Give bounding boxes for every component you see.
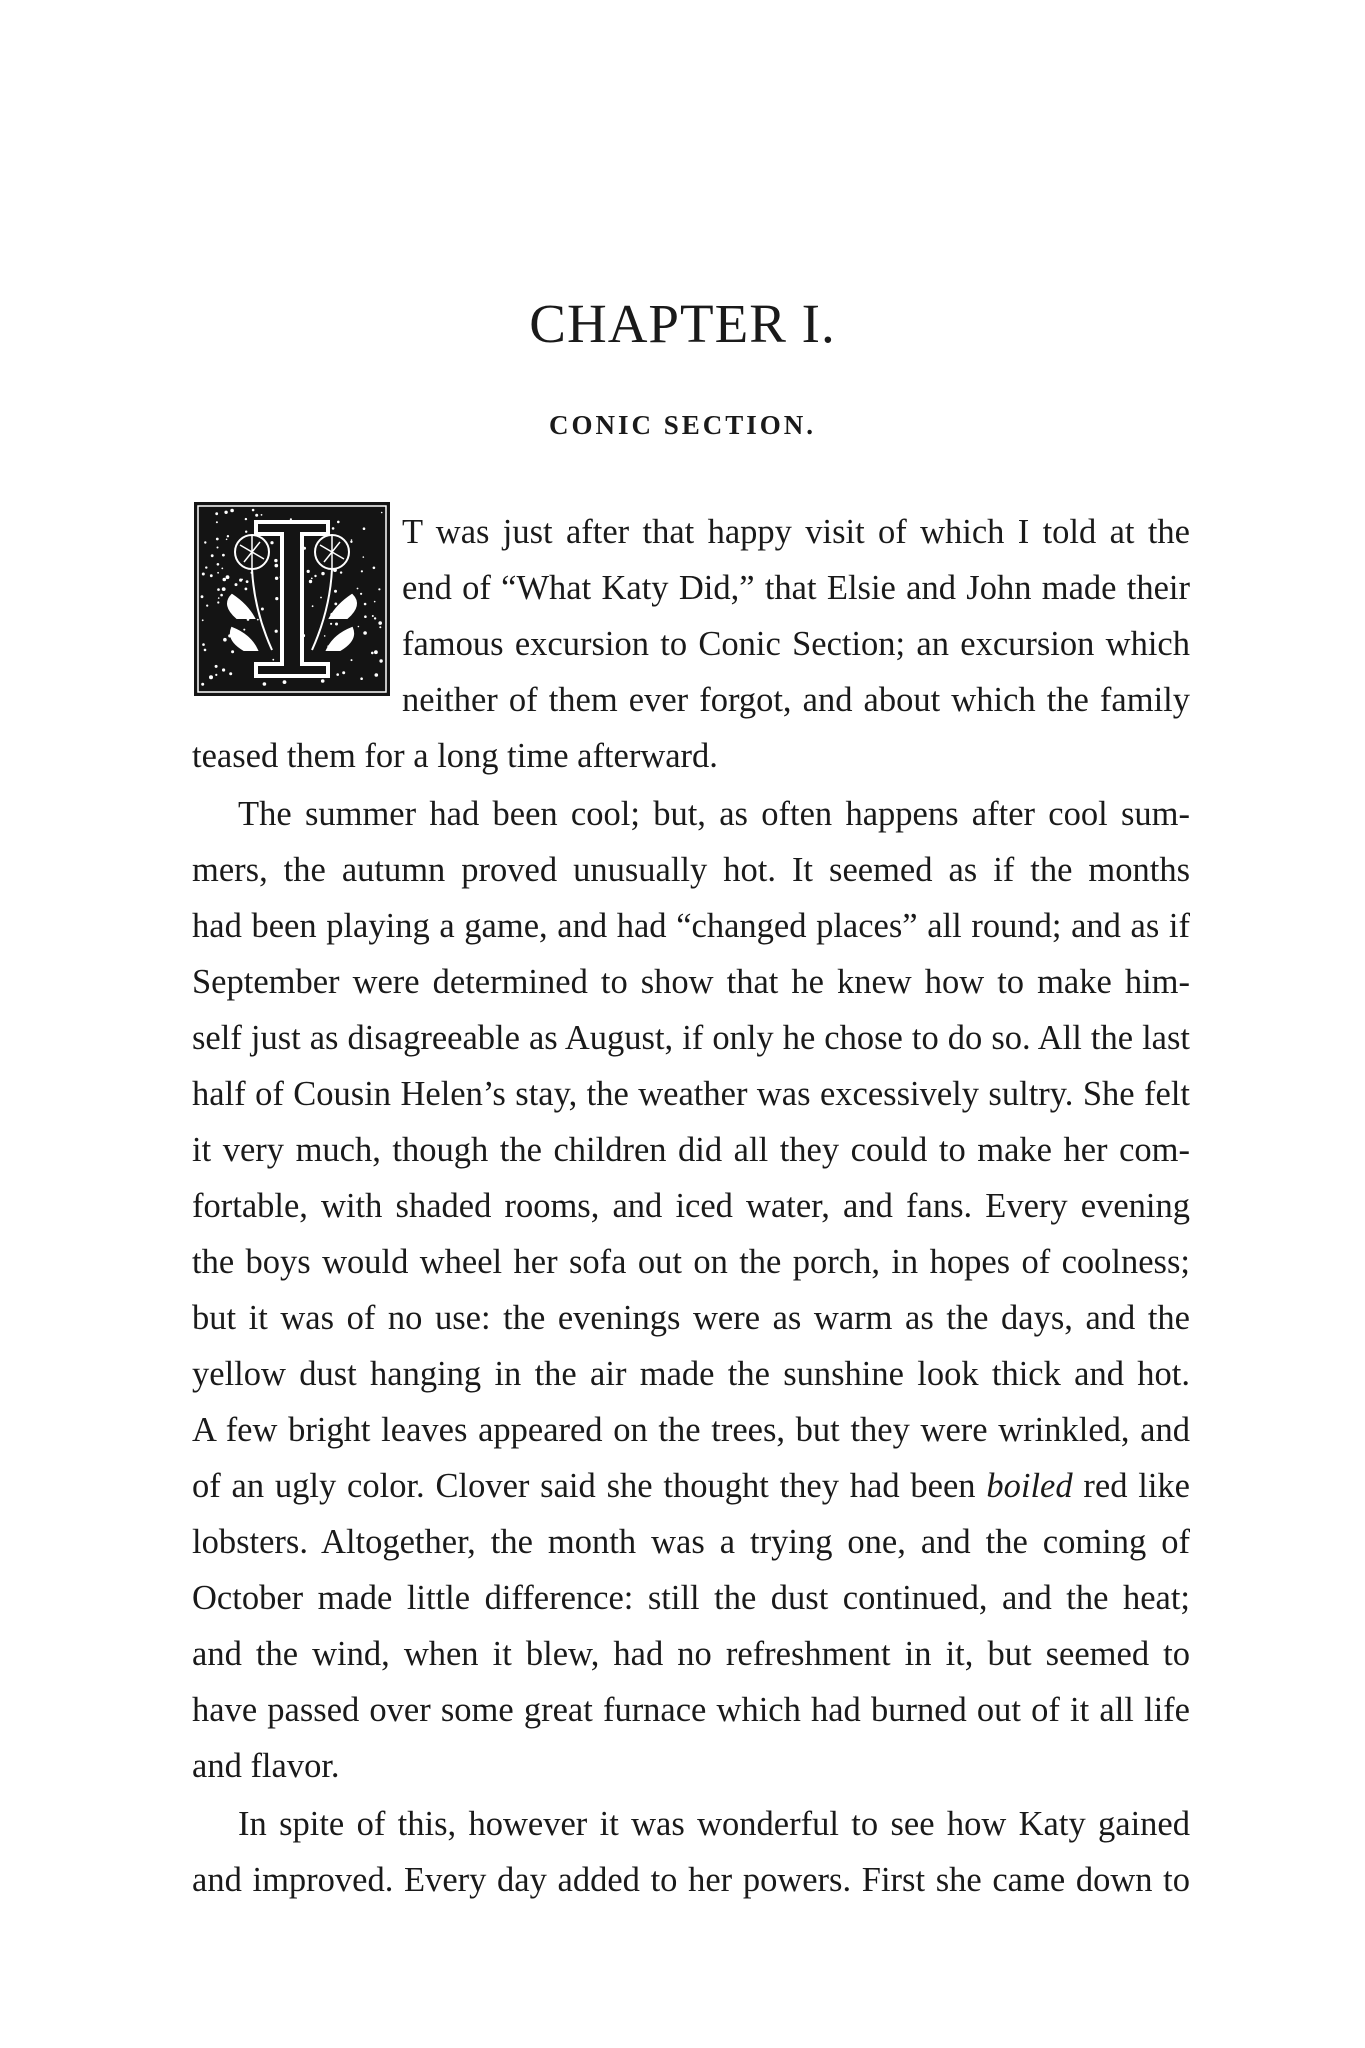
- ornament-speckle: [364, 615, 367, 618]
- ornament-speckle: [364, 603, 367, 606]
- ornament-speckle: [360, 677, 363, 680]
- text-line: September were determined to show that he knew how to make him-: [192, 963, 1190, 1001]
- ornament-speckle: [378, 621, 382, 625]
- ornament-speckle: [206, 605, 208, 607]
- ornament-speckle: [373, 567, 376, 570]
- ornament-speckle: [321, 572, 324, 575]
- ornament-speckle: [246, 580, 249, 583]
- ornament-speckle: [202, 619, 204, 621]
- text-line: end of “What Katy Did,” that Elsie and John made their: [402, 569, 1190, 607]
- ornament-speckle: [218, 597, 220, 599]
- text-line: and the wind, when it blew, had no refreshment in it, but seemed to: [192, 1635, 1190, 1673]
- ornament-speckle: [360, 593, 362, 595]
- ornament-speckle: [217, 601, 219, 603]
- ornament-speckle: [229, 672, 232, 675]
- text-line: it very much, though the children did all they could to make her com-: [192, 1131, 1190, 1169]
- text-line: [192, 1458, 1190, 1514]
- ornament-speckle: [224, 511, 227, 514]
- text-line: T was just after that happy visit of which I told at the: [402, 513, 1190, 551]
- ornament-speckle: [241, 579, 243, 581]
- text-line: the boys would wheel her sofa out on the porch, in hopes of coolness;: [192, 1243, 1190, 1281]
- ornament-speckle: [223, 578, 227, 582]
- chapter-subtitle: CONIC SECTION.: [548, 410, 817, 440]
- ornament-speckle: [363, 527, 366, 530]
- ornament-speckle: [205, 566, 207, 568]
- ornament-speckle: [378, 588, 380, 590]
- text-line: had been playing a game, and had “changed places” all round; and as if: [192, 907, 1190, 945]
- ornament-speckle: [209, 675, 213, 679]
- ornament-speckle: [374, 650, 378, 654]
- ornament-speckle: [222, 668, 225, 671]
- ornament-speckle: [245, 518, 247, 520]
- ornament-speckle: [324, 635, 326, 637]
- ornament-speckle: [334, 603, 337, 606]
- ornament-speckle: [351, 539, 353, 541]
- ornament-speckle: [379, 659, 382, 662]
- ornament-speckle: [340, 571, 342, 573]
- text-line: self just as disagreeable as August, if only he chose to do so. All the last: [192, 1019, 1190, 1057]
- ornament-speckle: [283, 680, 287, 684]
- ornament-speckle: [217, 547, 219, 549]
- ornament-speckle: [321, 679, 325, 683]
- ornament-speckle: [372, 615, 374, 617]
- ornament-speckle: [255, 514, 258, 517]
- ornament-speckle: [275, 564, 279, 568]
- ornament-speckle: [252, 509, 255, 512]
- ornament-speckle: [309, 580, 312, 583]
- text-line: have passed over some great furnace which had burned out of it all life: [192, 1691, 1190, 1729]
- ornament-speckle: [221, 568, 223, 570]
- ornament-speckle: [261, 514, 263, 516]
- ornament-speckle: [226, 575, 230, 579]
- ornament-speckle: [330, 623, 332, 625]
- ornament-speckle: [217, 572, 219, 574]
- ornament-speckle: [334, 590, 337, 593]
- ornament-speckle: [227, 535, 229, 537]
- ornament-speckle: [215, 665, 218, 668]
- ornament-speckle: [235, 583, 238, 586]
- italic-word: boiled: [986, 1467, 1073, 1505]
- text-line: and improved. Every day added to her powers. First she came down to: [192, 1861, 1190, 1899]
- ornament-speckle: [375, 673, 379, 677]
- ornament-speckle: [202, 573, 205, 576]
- ornament-speckle: [230, 509, 234, 513]
- ornament-speckle: [275, 597, 278, 600]
- ornament-speckle: [351, 659, 353, 661]
- ornament-speckle: [336, 673, 339, 676]
- text-line: A few bright leaves appeared on the trees, but they were wrinkled, and: [192, 1411, 1190, 1449]
- ornament-speckle: [342, 671, 345, 674]
- text-line: yellow dust hanging in the air made the sunshine look thick and hot.: [192, 1355, 1190, 1393]
- ornament-speckle: [216, 521, 218, 523]
- text-line: neither of them ever forgot, and about which the family: [402, 681, 1190, 719]
- ornament-speckle: [204, 649, 207, 652]
- text-line: and flavor.: [192, 1747, 340, 1785]
- ornament-speckle: [314, 575, 316, 577]
- ornament-speckle: [350, 541, 352, 543]
- ornament-speckle: [222, 587, 226, 591]
- ornament-speckle: [357, 588, 359, 590]
- ornament-speckle: [215, 512, 218, 515]
- text-line: half of Cousin Helen’s stay, the weather was excessively sultry. She felt: [192, 1075, 1190, 1113]
- ornament-speckle: [361, 570, 363, 572]
- text-line: mers, the autumn proved unusually hot. It seemed as if the months: [192, 851, 1190, 889]
- ornament-speckle: [220, 594, 223, 597]
- ornament-speckle: [312, 605, 314, 607]
- ornament-speckle: [358, 626, 360, 628]
- text-line: teased them for a long time afterward.: [192, 737, 718, 775]
- ornament-speckle: [210, 574, 213, 577]
- text-line: famous excursion to Conic Section; an excursion which: [402, 625, 1190, 663]
- ornament-speckle: [270, 541, 273, 544]
- ornament-speckle: [263, 682, 267, 686]
- ornament-speckle: [337, 521, 340, 524]
- ornament-speckle: [275, 577, 278, 580]
- ornament-speckle: [307, 570, 310, 573]
- ornament-speckle: [223, 638, 227, 642]
- ornamental-drop-cap-icon: [192, 500, 392, 698]
- ornament-speckle: [226, 539, 228, 541]
- text-line: lobsters. Altogether, the month was a trying one, and the coming of: [192, 1523, 1190, 1561]
- ornament-speckle: [275, 630, 278, 633]
- ornament-speckle: [211, 554, 214, 557]
- ornament-speckle: [374, 601, 376, 603]
- text-line: In spite of this, however it was wonderful to see how Katy gained: [238, 1805, 1190, 1843]
- ornament-speckle: [215, 674, 217, 676]
- ornament-speckle: [381, 512, 383, 514]
- ornament-speckle: [216, 538, 219, 541]
- ornament-speckle: [261, 608, 264, 611]
- ornament-speckle: [374, 617, 376, 619]
- ornament-speckle: [231, 650, 234, 653]
- chapter-title: CHAPTER I.: [529, 293, 836, 354]
- ornament-speckle: [363, 556, 365, 558]
- text-line: fortable, with shaded rooms, and iced water, and fans. Every evening: [192, 1187, 1190, 1225]
- ornament-speckle: [243, 629, 245, 631]
- ornament-speckle: [335, 623, 338, 626]
- text-segment: red like: [1083, 1467, 1190, 1505]
- ornament-speckle: [257, 619, 259, 621]
- ornament-speckle: [363, 631, 367, 635]
- ornament-speckle: [371, 652, 374, 655]
- ornament-speckle: [202, 643, 205, 646]
- ornament-speckle: [204, 541, 206, 543]
- ornament-speckle: [274, 559, 277, 562]
- ornament-speckle: [217, 588, 220, 591]
- text-line: October made little difference: still the dust continued, and the heat;: [192, 1579, 1190, 1617]
- ornament-speckle: [272, 659, 274, 661]
- ornament-speckle: [217, 563, 220, 566]
- ornament-speckle: [379, 626, 381, 628]
- ornament-speckle: [245, 588, 248, 591]
- ornament-speckle: [245, 531, 247, 533]
- ornament-speckle: [222, 554, 225, 557]
- text-line: but it was of no use: the evenings were as warm as the days, and the: [192, 1299, 1190, 1337]
- ornament-speckle: [311, 578, 313, 580]
- ornament-speckle: [201, 683, 204, 686]
- ornament-speckle: [332, 527, 335, 530]
- text-segment: of an ugly color. Clover said she thought they had been: [192, 1467, 976, 1505]
- ornament-speckle: [320, 597, 322, 599]
- text-line: The summer had been cool; but, as often happens after cool sum-: [238, 795, 1190, 833]
- ornament-speckle: [201, 595, 204, 598]
